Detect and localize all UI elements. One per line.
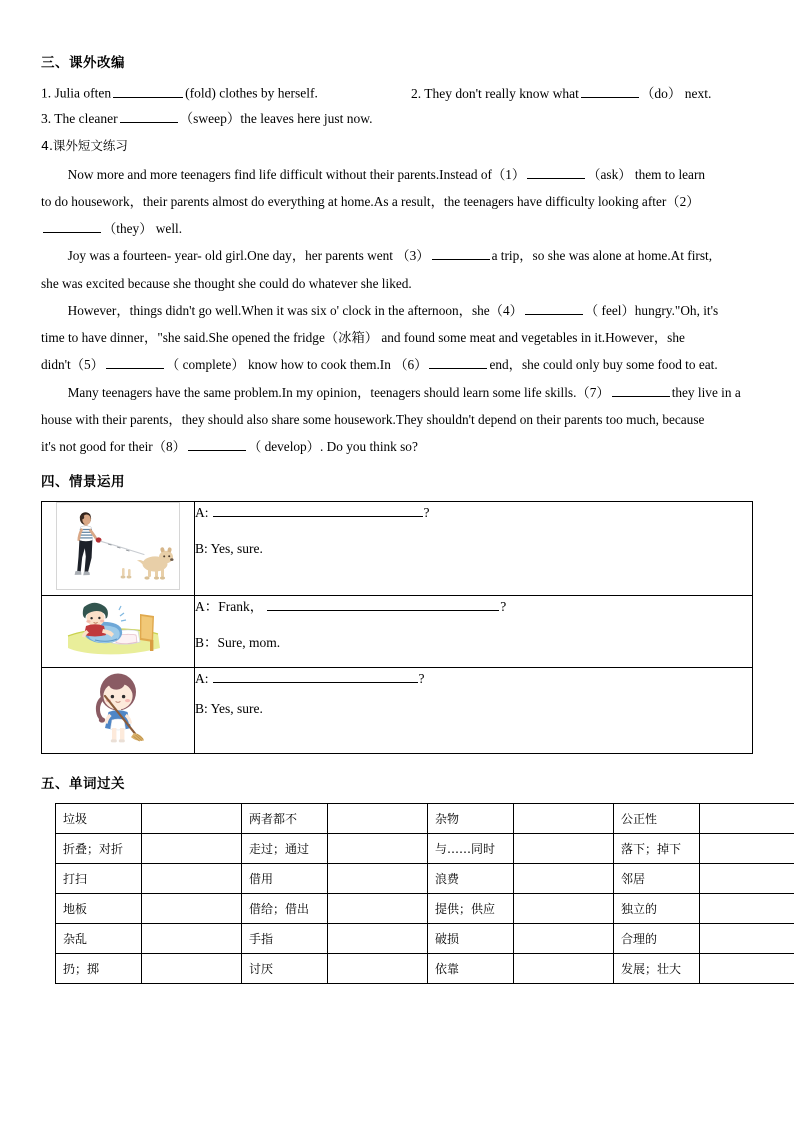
vocab-answer-cell[interactable] [514, 923, 614, 953]
section-heading-three: 三、课外改编 [41, 55, 125, 71]
vocab-chinese-cell: 两者都不 [242, 803, 328, 833]
passage-line [41, 351, 753, 378]
passage-text: （they） well. [103, 221, 183, 237]
passage-line [41, 406, 753, 433]
scenario-dialogue-cell-1 [195, 502, 753, 596]
vocab-row [56, 953, 794, 983]
vocab-answer-cell[interactable] [700, 953, 794, 983]
vocab-row [56, 803, 794, 833]
scenario-table [41, 501, 753, 754]
passage-text: a trip，so she was alone at home.At first, [491, 248, 713, 264]
passage-text: it's not good for their（8） [41, 439, 186, 455]
vocab-answer-cell[interactable] [514, 833, 614, 863]
vocab-chinese-cell: 浪费 [428, 863, 514, 893]
vocab-row [56, 833, 794, 863]
scenario-row-3 [42, 668, 753, 754]
scenario-2-line-a [195, 596, 752, 618]
vocab-chinese-cell: 地板 [56, 893, 142, 923]
scenario-2-speaker-a: A：Frank， [195, 599, 264, 615]
passage-text: didn't（5） [41, 357, 104, 373]
vocab-answer-cell[interactable] [142, 953, 242, 983]
passage-blank[interactable] [106, 356, 164, 369]
scenario-3-line-b: B: Yes, sure. [195, 700, 263, 716]
passage-text: time to have dinner，"she said.She opened the fridge（冰箱） and found some meat and vegetables in it.However，she [41, 330, 685, 346]
exercise-1-text-after: (fold) clothes by herself. [185, 85, 318, 101]
passage-text: （ask） them to learn [587, 166, 706, 182]
vocab-chinese-cell: 杂乱 [56, 923, 142, 953]
passage-text: Now more and more teenagers find life difficult without their parents.Instead of（1） [67, 166, 526, 182]
vocab-chinese-cell: 依靠 [428, 953, 514, 983]
passage-line [41, 188, 753, 215]
vocab-row [56, 923, 794, 953]
exercise-1-text-before: 1. Julia often [41, 85, 112, 101]
passage-text: （ complete） know how to cook them.In （6） [165, 357, 428, 373]
scenario-image-cell-2 [42, 596, 195, 668]
passage-text: Many teenagers have the same problem.In my opinion，teenagers should learn some life skills.（7） [67, 384, 610, 400]
vocab-answer-cell[interactable] [514, 893, 614, 923]
passage-line [41, 215, 753, 242]
vocab-chinese-cell: 破损 [428, 923, 514, 953]
vocab-chinese-cell: 借给；借出 [242, 893, 328, 923]
scenario-3-answer-blank[interactable] [213, 669, 418, 683]
scenario-image-cell-1 [42, 502, 195, 596]
vocab-answer-cell[interactable] [142, 863, 242, 893]
passage-blank[interactable] [188, 438, 246, 451]
scenario-1-answer-blank[interactable] [213, 503, 423, 517]
vocab-chinese-cell: 公正性 [614, 803, 700, 833]
vocab-chinese-cell: 借用 [242, 863, 328, 893]
section-heading-four: 四、情景运用 [41, 474, 125, 491]
scenario-2-answer-blank[interactable] [267, 597, 499, 611]
scenario-row-1 [42, 502, 753, 596]
exercise-item-2 [411, 82, 753, 102]
passage-line [41, 242, 753, 269]
passage-blank[interactable] [612, 383, 670, 396]
passage-text: However，things didn't go well.When it was six o' clock in the afternoon，she（4） [67, 302, 523, 318]
vocab-row [56, 893, 794, 923]
scenario-2-line-b: B：Sure, mom. [195, 634, 281, 650]
passage-text: Joy was a fourteen- year- old girl.One day，her parents went （3） [67, 248, 430, 264]
vocab-chinese-cell: 垃圾 [56, 803, 142, 833]
vocab-chinese-cell: 折叠；对折 [56, 833, 142, 863]
vocab-answer-cell[interactable] [328, 893, 428, 923]
page-content [41, 55, 753, 984]
boy-making-bed-illustration [62, 596, 174, 662]
passage-blank[interactable] [432, 247, 490, 260]
vocab-chinese-cell: 合理的 [614, 923, 700, 953]
vocab-chinese-cell: 落下；掉下 [614, 833, 700, 863]
exercise-2-text-after: （do） next. [640, 85, 712, 101]
passage-text: she was excited because she thought she could do whatever she liked. [41, 275, 412, 291]
vocab-chinese-cell: 手指 [242, 923, 328, 953]
vocab-chinese-cell: 与……同时 [428, 833, 514, 863]
vocab-answer-cell[interactable] [700, 803, 794, 833]
exercise-item-3 [41, 109, 753, 130]
vocab-answer-cell[interactable] [328, 953, 428, 983]
exercise-item-1 [41, 84, 411, 101]
exercise-3-blank[interactable] [120, 109, 178, 122]
scenario-dialogue-cell-3 [195, 668, 753, 754]
vocab-answer-cell[interactable] [514, 863, 614, 893]
exercise-row-1 [41, 82, 753, 102]
vocab-answer-cell[interactable] [700, 833, 794, 863]
passage-line [41, 161, 753, 188]
woman-walking-dog-art [58, 504, 178, 588]
scenario-1-line-b: B: Yes, sure. [195, 540, 263, 556]
vocab-answer-cell[interactable] [700, 893, 794, 923]
passage-text: （ develop）. Do you think so? [247, 439, 418, 455]
vocab-answer-cell[interactable] [328, 863, 428, 893]
cloze-passage [41, 161, 753, 461]
vocab-row [56, 863, 794, 893]
passage-line [41, 297, 753, 324]
vocabulary-table [55, 803, 794, 984]
section-heading-five: 五、单词过关 [41, 776, 125, 793]
passage-blank[interactable] [525, 302, 583, 315]
passage-line [41, 433, 753, 460]
exercise-3-text-before: 3. The cleaner [41, 110, 118, 126]
vocab-chinese-cell: 发展；壮大 [614, 953, 700, 983]
vocab-answer-cell[interactable] [142, 803, 242, 833]
vocab-chinese-cell: 邻居 [614, 863, 700, 893]
vocab-answer-cell[interactable] [328, 923, 428, 953]
vocab-answer-cell[interactable] [700, 923, 794, 953]
passage-line [41, 324, 753, 351]
vocab-chinese-cell: 扔；掷 [56, 953, 142, 983]
scenario-3-speaker-a: A: [195, 671, 209, 687]
scenario-2-question-mark: ? [500, 599, 507, 615]
scenario-1-line-a [195, 502, 752, 524]
vocab-answer-cell[interactable] [142, 923, 242, 953]
passage-text: to do housework，their parents almost do everything at home.As a result，the teenagers have difficulty looking after（2） [41, 193, 700, 209]
scenario-1-speaker-a: A: [195, 505, 209, 521]
boy-making-bed-art [62, 596, 174, 662]
vocab-chinese-cell: 独立的 [614, 893, 700, 923]
vocab-answer-cell[interactable] [142, 893, 242, 923]
vocab-chinese-cell: 讨厌 [242, 953, 328, 983]
vocab-answer-cell[interactable] [328, 803, 428, 833]
subsection-heading-passage: 4.课外短文练习 [41, 138, 128, 154]
exercise-2-blank[interactable] [581, 84, 639, 97]
girl-sweeping-floor-illustration [79, 668, 157, 748]
woman-walking-dog-photo [56, 502, 180, 590]
scenario-3-question-mark: ? [418, 671, 425, 687]
exercise-2-text-before: 2. They don't really know what [411, 85, 579, 101]
scenario-3-line-a [195, 668, 752, 690]
vocab-chinese-cell: 杂物 [428, 803, 514, 833]
scenario-row-2 [42, 596, 753, 668]
vocab-chinese-cell: 提供；供应 [428, 893, 514, 923]
vocab-chinese-cell: 走过；通过 [242, 833, 328, 863]
exercise-1-blank[interactable] [113, 84, 183, 97]
passage-text: house with their parents，they should also share some housework.They shouldn't depend on their parents too much, because [41, 411, 705, 427]
passage-blank[interactable] [43, 220, 101, 233]
girl-sweeping-art [79, 668, 157, 748]
vocab-answer-cell[interactable] [514, 953, 614, 983]
exercise-3-text-after: （sweep）the leaves here just now. [179, 110, 373, 126]
passage-text: end，she could only buy some food to eat. [489, 357, 718, 373]
vocab-chinese-cell: 打扫 [56, 863, 142, 893]
vocab-answer-cell[interactable] [700, 863, 794, 893]
scenario-dialogue-cell-2 [195, 596, 753, 668]
passage-line [41, 270, 753, 297]
passage-text: （ feel）hungry."Oh, it's [584, 302, 719, 318]
passage-blank[interactable] [527, 165, 585, 178]
passage-line [41, 379, 753, 406]
passage-blank[interactable] [429, 356, 487, 369]
scenario-1-question-mark: ? [423, 505, 430, 521]
vocab-answer-cell[interactable] [514, 803, 614, 833]
vocab-answer-cell[interactable] [142, 833, 242, 863]
passage-text: they live in a [671, 384, 741, 400]
scenario-image-cell-3 [42, 668, 195, 754]
vocab-answer-cell[interactable] [328, 833, 428, 863]
